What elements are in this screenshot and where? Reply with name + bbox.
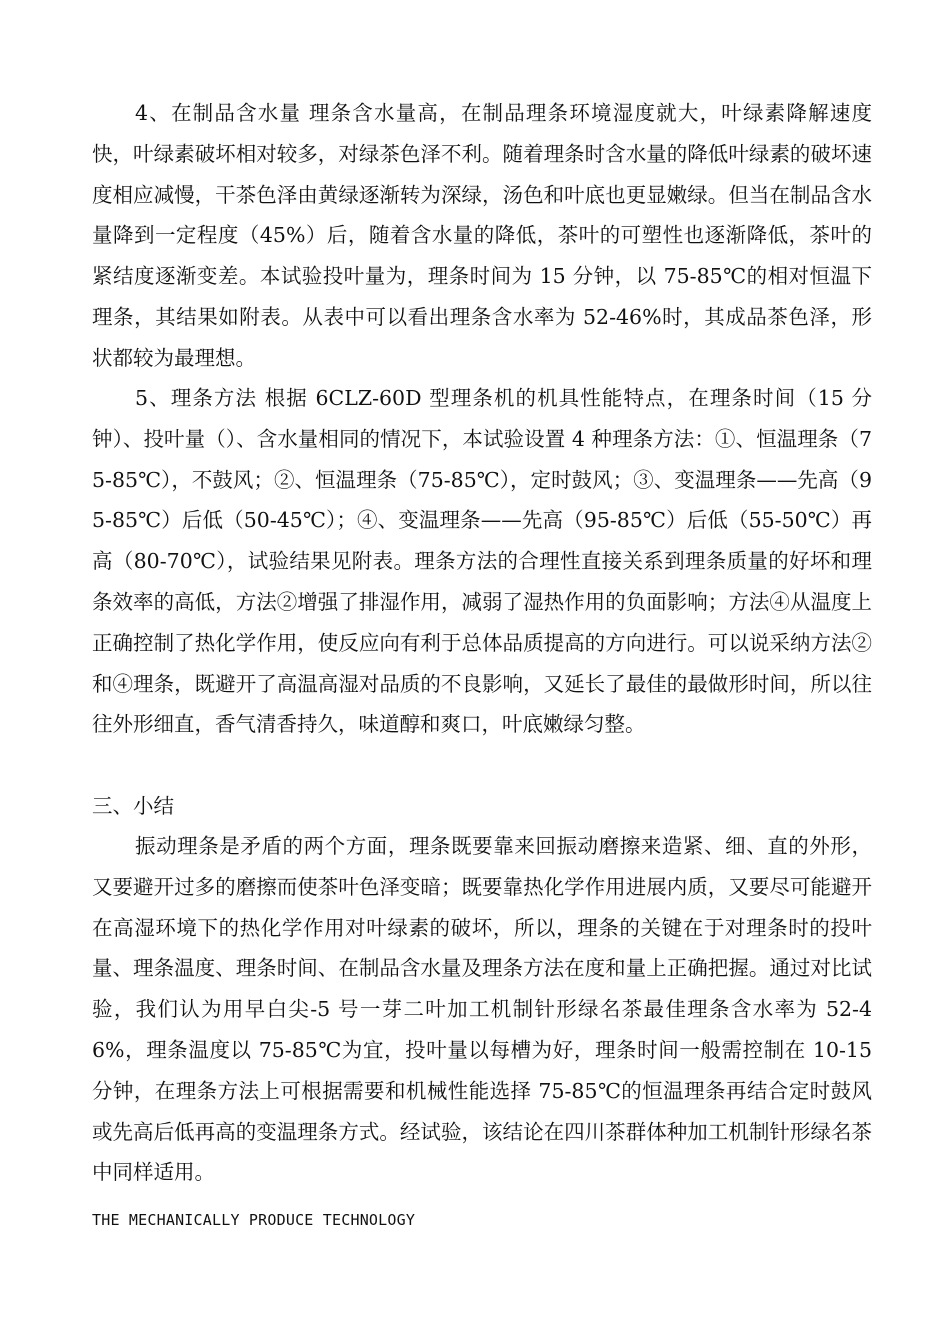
paragraph-moisture-content: 4、在制品含水量 理条含水量高，在制品理条环境湿度就大，叶绿素降解速度快，叶绿素破坏相对较多，对绿茶色泽不利。随着理条时含水量的降低叶绿素的破坏速度相应减慢，干茶色泽由黄绿逐渐转为深绿，汤色和叶底也更显嫩绿。但当在制品含水量降到一定程度（45%）后，随着含水量的降低，茶叶的可塑性也逐渐降低，茶叶的紧结度逐渐变差。本试验投叶量为，理条时间为 15 分钟，以 75-85℃的相对恒温下理条，其结果如附表。从表中可以看出理条含水率为 52-46%时，其成品茶色泽，形状都较为最理想。 [92, 101, 872, 370]
english-title: THE MECHANICALLY PRODUCE TECHNOLOGY [92, 1211, 416, 1229]
paragraph-summary: 振动理条是矛盾的两个方面，理条既要靠来回振动磨擦来造紧、细、直的外形，又要避开过多的磨擦而使茶叶色泽变暗；既要靠热化学作用进展内质，又要尽可能避开在高湿环境下的热化学作用对叶绿素的破坏，所以，理条的关键在于对理条时的投叶量、理条温度、理条时间、在制品含水量及理条方法在度和量上正确把握。通过对比试验，我们认为用早白尖-5 号一芽二叶加工机制针形绿名茶最佳理条含水率为 52-46%，理条温度以 75-85℃为宜，投叶量以每槽为好，理条时间一般需控制在 10-15 分钟，在理条方法上可根据需要和机械性能选择 75-85℃的恒温理条再结合定时鼓风或先高后低再高的变温理条方式。经试验，该结论在四川茶群体种加工机制针形绿名茶中同样适用。 [92, 834, 872, 1185]
section-heading-summary: 三、小结 [92, 794, 174, 818]
paragraph-rolling-method: 5、理条方法 根据 6CLZ-60D 型理条机的机具性能特点，在理条时间（15 分钟）、投叶量（）、含水量相同的情况下，本试验设置 4 种理条方法：①、恒温理条（75-85℃），不鼓风；②、恒温理条（75-85℃），定时鼓风；③、变温理条——先高（95-85℃）后低（50-45℃）；④、变温理条——先高（95-85℃）后低（55-50℃）再高（80-70℃），试验结果见附表。理条方法的合理性直接关系到理条质量的好坏和理条效率的高低，方法②增强了排湿作用，减弱了湿热作用的负面影响；方法④从温度上正确控制了热化学作用，使反应向有利于总体品质提高的方向进行。可以说采纳方法②和④理条，既避开了高温高湿对品质的不良影响，又延长了最佳的最做形时间，所以往往外形细直，香气清香持久，味道醇和爽口，叶底嫩绿匀整。 [92, 386, 872, 737]
